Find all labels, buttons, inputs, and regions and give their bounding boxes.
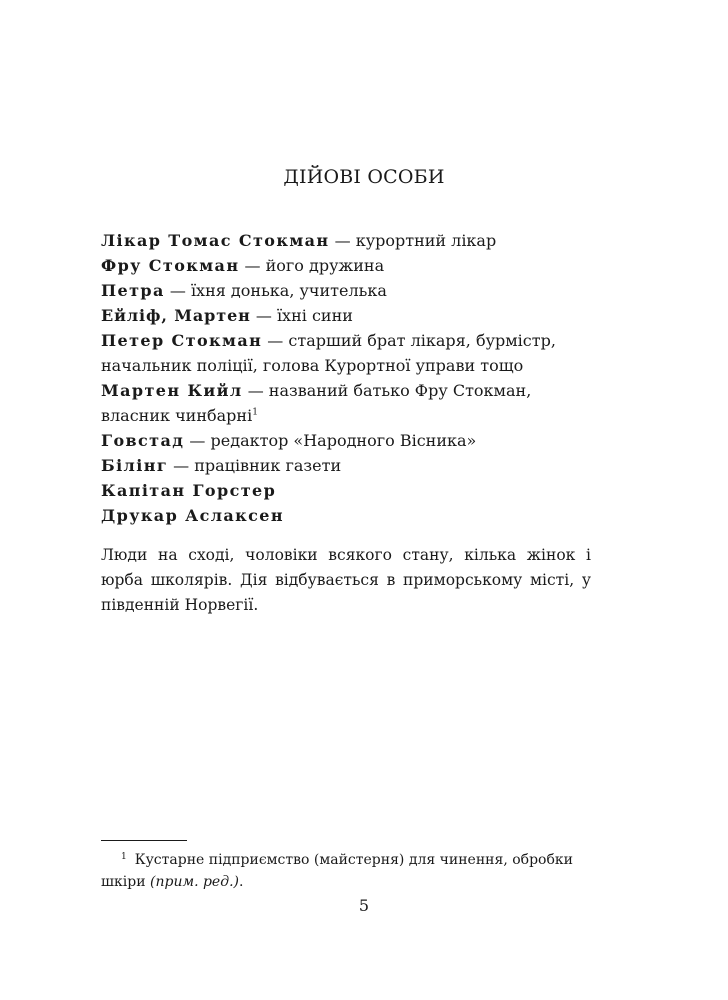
cast-item <box>101 328 591 378</box>
page-number: 5 <box>358 896 370 915</box>
character-description: — працівник газети <box>168 456 342 475</box>
cast-item <box>101 378 591 428</box>
footnote-divider <box>101 840 187 841</box>
cast-item <box>101 503 591 528</box>
editor-note: (прим. ред.) <box>150 874 239 890</box>
footnote-reference: 1 <box>252 407 258 418</box>
cast-list <box>101 228 591 528</box>
page-title: ДІЙОВІ ОСОБИ <box>283 166 445 188</box>
setting-paragraph: Люди на сході, чоловіки всякого стану, кілька жінок і юрба школярів. Дія відбувається в приморському місті, у південній Норвегії. <box>101 546 591 614</box>
character-description: — курортний лікар <box>329 231 497 250</box>
cast-item <box>101 428 591 453</box>
character-name: Білінг <box>101 456 169 475</box>
cast-item <box>101 303 591 328</box>
character-name: Капітан Горстер <box>101 481 277 500</box>
character-name: Петер Стокман <box>101 331 263 350</box>
cast-item <box>101 278 591 303</box>
character-name: Ейліф, Мартен <box>101 306 251 325</box>
character-name: Фру Стокман <box>101 256 240 275</box>
footnote-end: . <box>239 874 244 890</box>
footnote-mark: 1 <box>121 852 127 862</box>
character-description: — їхня донька, учителька <box>164 281 387 300</box>
character-description: — їхні сини <box>250 306 353 325</box>
footnote-text: Кустарне підприємство (майстерня) для чинення, обробки шкіри <box>101 852 573 890</box>
cast-item <box>101 453 591 478</box>
character-name: Лікар Томас Стокман <box>101 231 330 250</box>
character-name: Друкар Аслаксен <box>101 506 284 525</box>
character-description: — його дружина <box>239 256 385 275</box>
cast-item <box>101 478 591 503</box>
character-name: Петра <box>101 281 165 300</box>
character-description: — названий батько Фру Стокман, власник чинбарні <box>101 381 532 425</box>
character-description: — старший брат лікаря, бурмістр, начальник поліції, голова Курортної управи тощо <box>101 331 556 375</box>
character-name: Мартен Кийл <box>101 381 243 400</box>
footnote <box>101 846 591 893</box>
character-name: Говстад <box>101 431 185 450</box>
cast-item <box>101 228 591 253</box>
character-description: — редактор «Народного Вісника» <box>184 431 477 450</box>
cast-item <box>101 253 591 278</box>
